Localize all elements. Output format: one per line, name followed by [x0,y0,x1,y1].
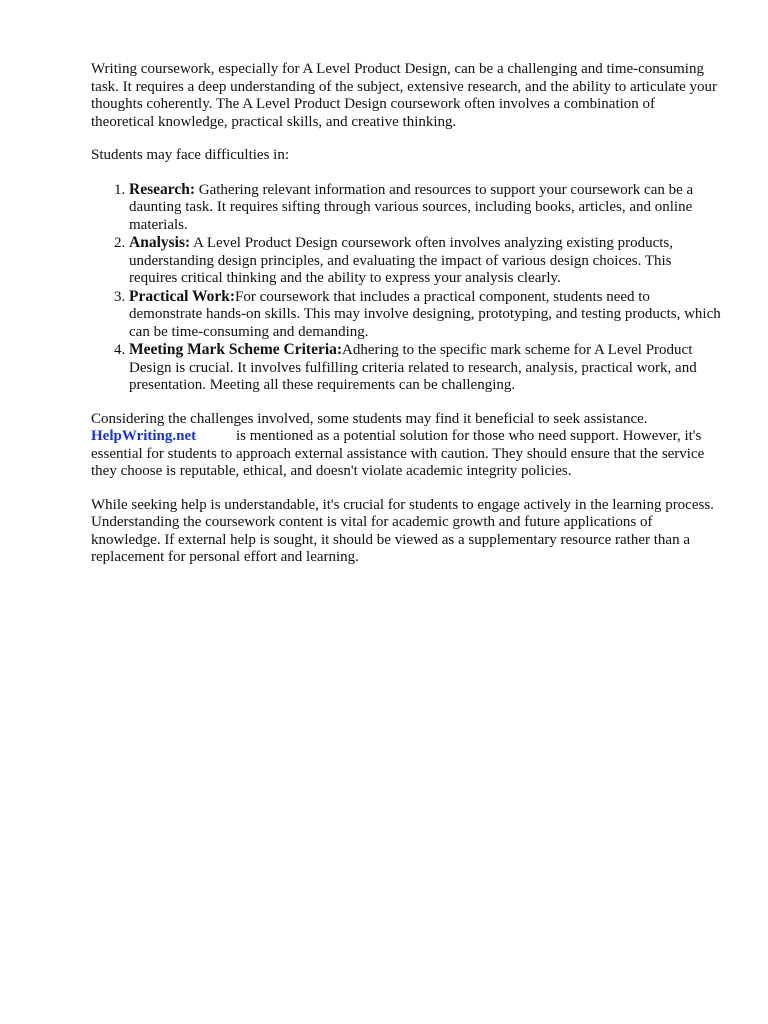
assistance-text-after: is mentioned as a potential solution for those who need support. However, it's essential for students to approach external assistance with caution. They should ensure that the service they choose is reputable, ethical, and doesn't violate academic integrity policies. [91,428,705,479]
closing-paragraph: While seeking help is understandable, it's crucial for students to engage actively in the learning process. Understanding the coursework content is vital for academic growth and future applications of knowledge. If external help is sought, it should be viewed as a supplementary resource rather than a replacement for personal effort and learning. [91,496,714,565]
list-item-term: Practical Work: [129,287,236,305]
assistance-paragraph [91,411,721,481]
list-item-text: Adhering to the specific mark scheme for A Level Product Design is crucial. It involves fulfilling criteria related to research, analysis, practical work, and presentation. Meeting all these requirements can be challenging. [129,342,697,393]
list-item-term: Meeting Mark Scheme Criteria: [129,341,343,358]
helpwriting-link[interactable]: HelpWriting.net [91,428,197,444]
assistance-text-before: Considering the challenges involved, some students may find it beneficial to seek assistance. [91,410,648,427]
list-item-text: For coursework that includes a practical component, students need to demonstrate hands-on skills. This may involve designing, prototyping, and testing products, which can be time-consuming and demanding. [129,288,721,340]
lead-in-paragraph: Students may face difficulties in: [91,147,290,163]
difficulties-list [91,181,721,395]
list-item-research [129,181,721,235]
list-item-text: A Level Product Design coursework often involves analyzing existing products, understanding design principles, and evaluating the impact of various design choices. This requires critical thinking and the ability to express your analysis clearly. [129,235,673,286]
list-item-term: Research: [129,180,195,198]
list-item-mark-scheme [129,341,721,395]
intro-paragraph: Writing coursework, especially for A Level Product Design, can be a challenging and time-consuming task. It requires a deep understanding of the subject, extensive research, and the ability to articulate your thoughts coherently. The A Level Product Design coursework often involves a combination of theoretical knowledge, practical skills, and creative thinking. [91,61,718,130]
list-item-text: Gathering relevant information and resources to support your coursework can be a daunting task. It requires sifting through various sources, including books, articles, and online materials. [129,181,694,233]
list-item-analysis [129,234,721,288]
document-page [91,61,721,567]
list-item-practical-work [129,288,721,342]
list-item-term: Analysis: [129,234,191,251]
